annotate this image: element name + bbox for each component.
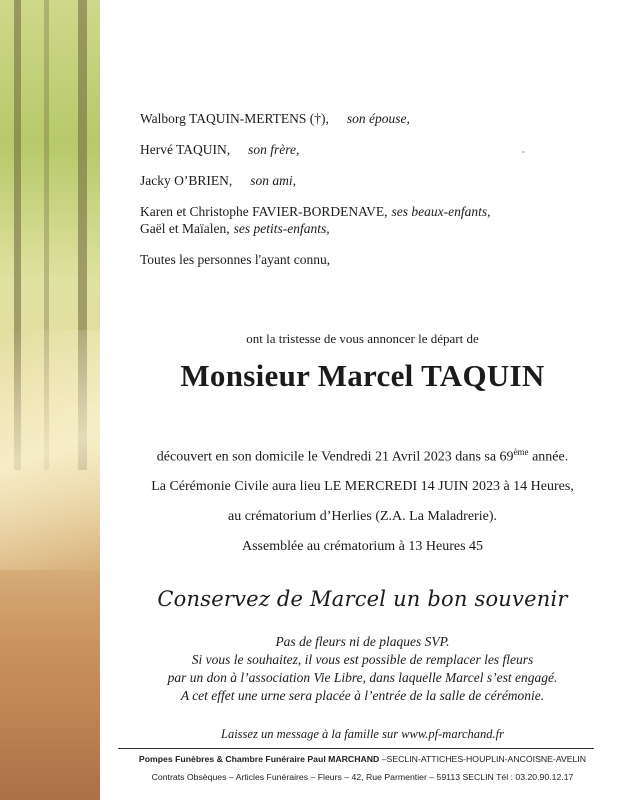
family-name: Walborg TAQUIN-MERTENS (†), (140, 111, 329, 126)
family-member-5 (140, 222, 330, 236)
discovery-line (100, 447, 625, 466)
funeral-home-name: Pompes Funèbres & Chambre Funéraire Paul MARCHAND (138, 754, 380, 764)
family-member-6 (140, 253, 330, 267)
note-line-2: Si vous le souhaitez, il vous est possible de remplacer les fleurs (191, 652, 534, 667)
note-line-1: Pas de fleurs ni de plaques SVP. (275, 634, 450, 649)
family-member-2 (140, 143, 299, 157)
family-relation: ses petits-enfants, (233, 221, 330, 236)
website-message: Laissez un message à la famille sur www.pf-marchand.fr (221, 727, 504, 741)
footer-line-1 (100, 754, 625, 764)
family-name: Jacky O’BRIEN, (140, 173, 233, 188)
assembly-line: Assemblée au crématorium à 13 Heures 45 (241, 539, 484, 554)
footer-divider (118, 748, 594, 749)
funeral-home-locations: –SECLIN-ATTICHES-HOUPLIN-ANCOISNE-AVELIN (379, 754, 587, 764)
crematorium-line: au crématorium d’Herlies (Z.A. La Maladrerie). (228, 509, 497, 524)
forest-path (0, 570, 100, 800)
family-name: Gaël et Maïalen, (140, 221, 230, 236)
discovery-text-end: année. (528, 449, 569, 465)
family-name: Toutes les personnes l'ayant connu, (140, 252, 331, 267)
family-relation: son ami, (250, 173, 296, 188)
footer-line-2: Contrats Obsèques – Articles Funéraires – Fleurs – 42, Rue Parmentier – 59113 SECLIN Tél : 03.20.90.12.17 (151, 772, 574, 782)
family-relation: ses beaux-enfants, (391, 204, 491, 219)
note-line-3: par un don à l’association Vie Libre, dans laquelle Marcel s’est engagé. (167, 670, 558, 685)
family-member-1 (140, 112, 410, 126)
announcement-text: ont la tristesse de vous annoncer le départ de (246, 331, 479, 346)
ceremony-line: La Cérémonie Civile aura lieu LE MERCREDI 14 JUIN 2023 à 14 Heures, (151, 479, 574, 494)
family-relation: son frère, (248, 142, 300, 157)
deceased-name: Monsieur Marcel TAQUIN (180, 358, 545, 393)
family-name: Hervé TAQUIN, (140, 142, 231, 157)
family-member-4 (140, 205, 490, 219)
ordinal-suffix: ème (513, 447, 529, 457)
discovery-text: découvert en son domicile le Vendredi 21 Avril 2023 dans sa 69 (156, 449, 514, 465)
family-member-3 (140, 174, 296, 188)
note-line-4: A cet effet une urne sera placée à l’entrée de la salle de cérémonie. (180, 688, 545, 703)
memorial-motto: Conservez de Marcel un bon souvenir (157, 587, 568, 611)
scan-speck (522, 151, 525, 153)
forest-photo-strip (0, 0, 100, 800)
family-name: Karen et Christophe FAVIER-BORDENAVE, (140, 204, 388, 219)
family-relation: son épouse, (346, 111, 410, 126)
sunlight-rays (0, 330, 100, 570)
